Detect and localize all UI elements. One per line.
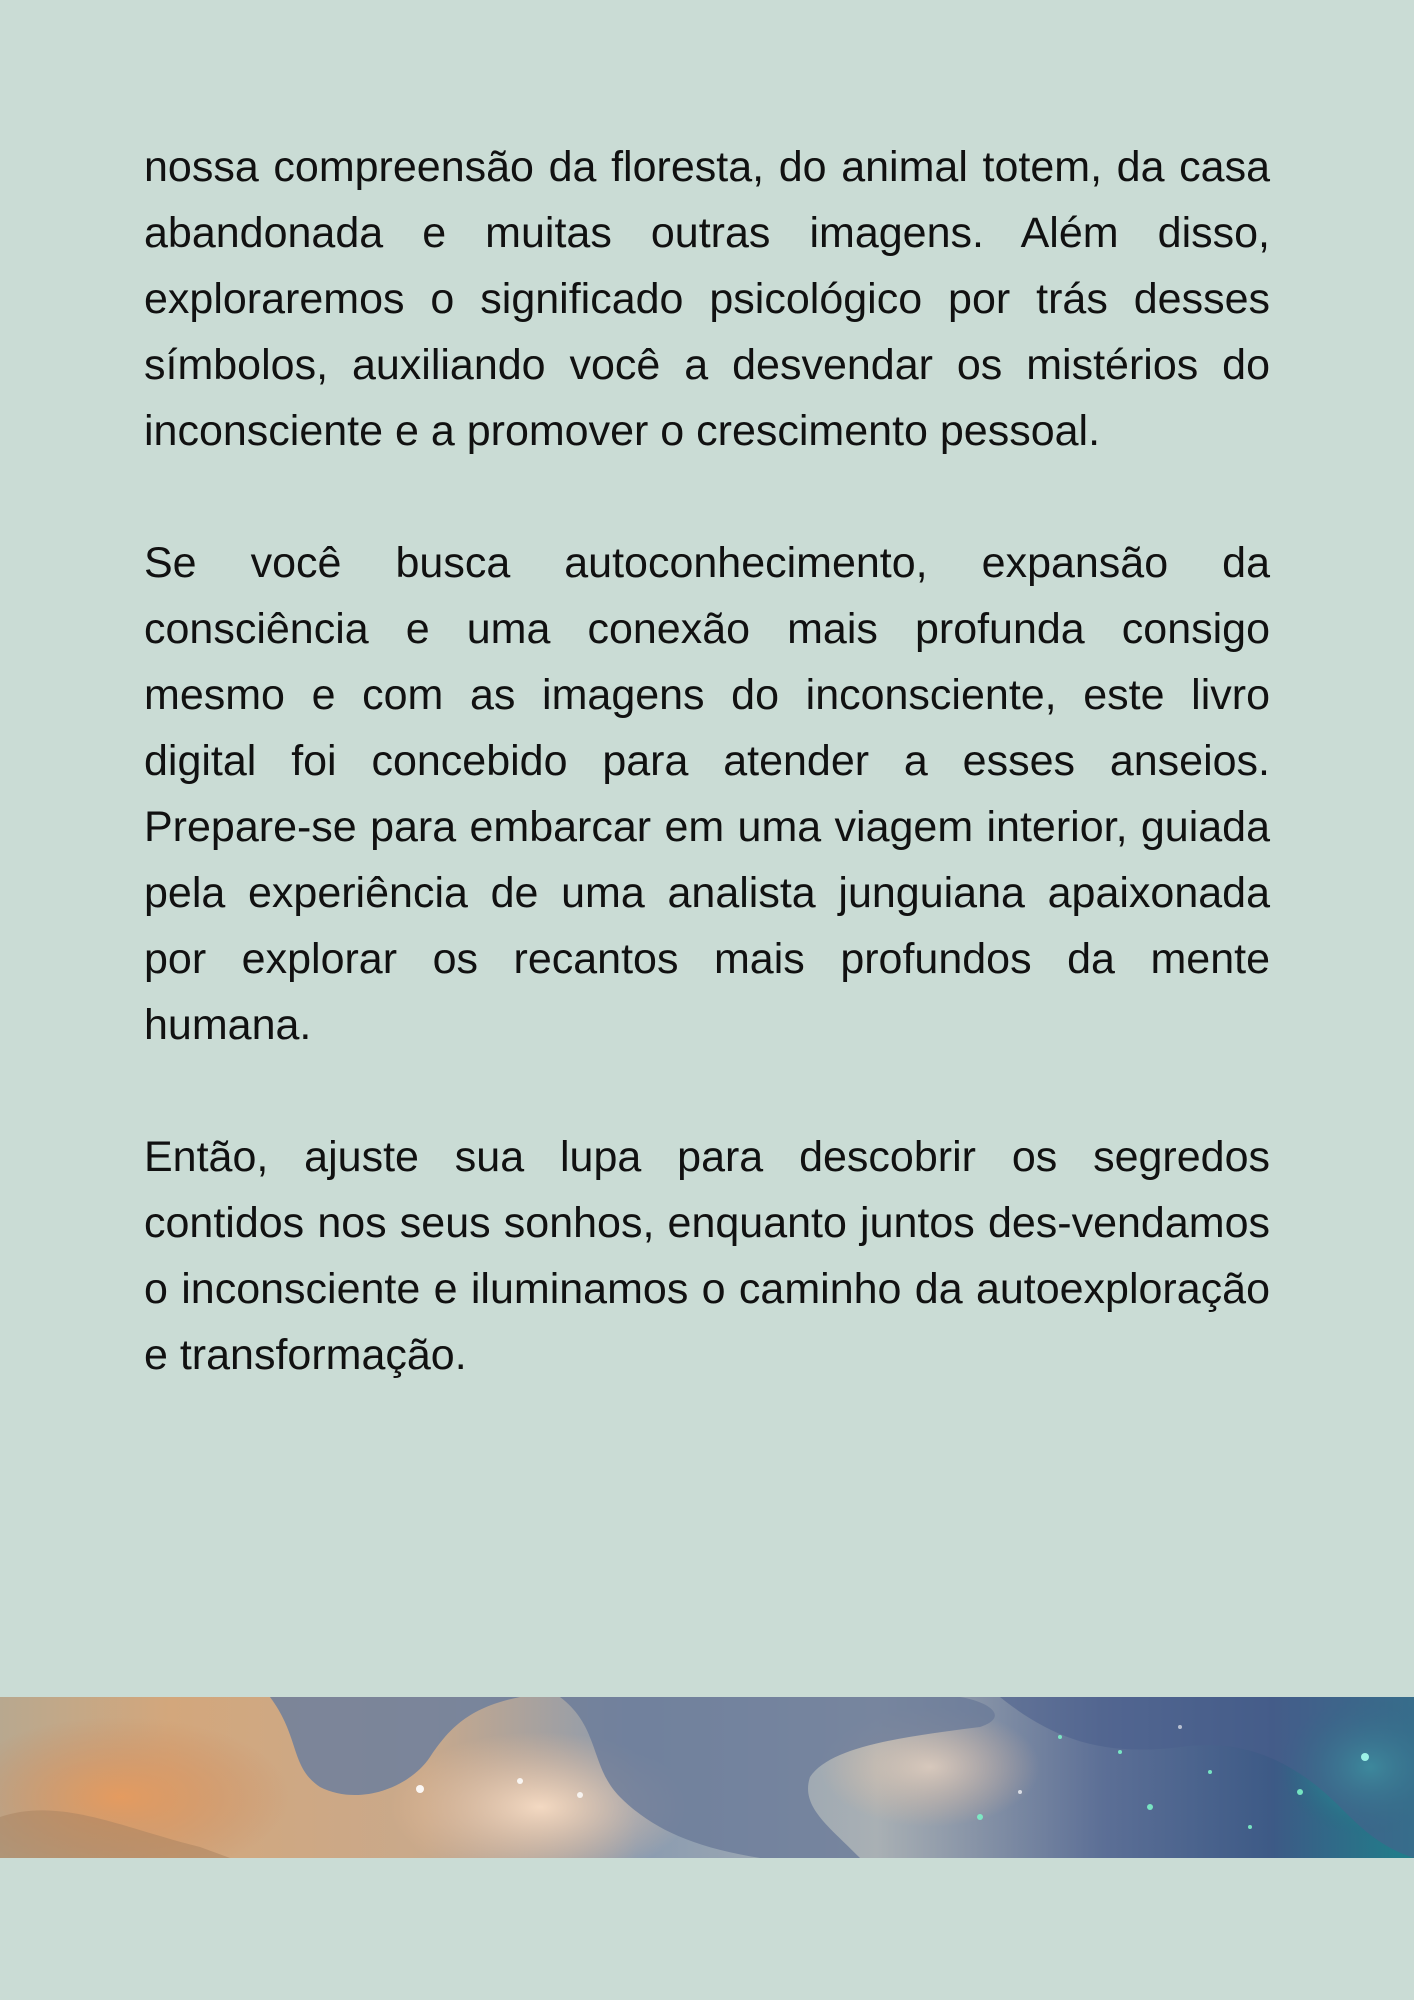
nebula-banner-image <box>0 1697 1414 1858</box>
paragraph-1: nossa compreensão da floresta, do animal totem, da casa abandonada e muitas outras imagens. Além disso, exploraremos o significado psicológico por trás desses símbolos, auxiliando você a desvendar os mistérios do inconsciente e a promover o crescimento pessoal. <box>144 143 1270 455</box>
paragraph-2: Se você busca autoconhecimento, expansão da consciência e uma conexão mais profunda consigo mesmo e com as imagens do inconsciente, este livro digital foi concebido para atender a esses anseios. Prepare-se para embarcar em uma viagem interior, guiada pela experiência de uma analista junguiana apaixonada por explorar os recantos mais profundos da mente humana. <box>144 539 1270 1049</box>
body-text <box>144 134 1270 1454</box>
paragraph-3: Então, ajuste sua lupa para descobrir os segredos contidos nos seus sonhos, enquanto juntos des-vendamos o inconsciente e iluminamos o caminho da autoexploração e transformação. <box>144 1133 1270 1379</box>
nebula-illustration <box>0 1697 1414 1858</box>
